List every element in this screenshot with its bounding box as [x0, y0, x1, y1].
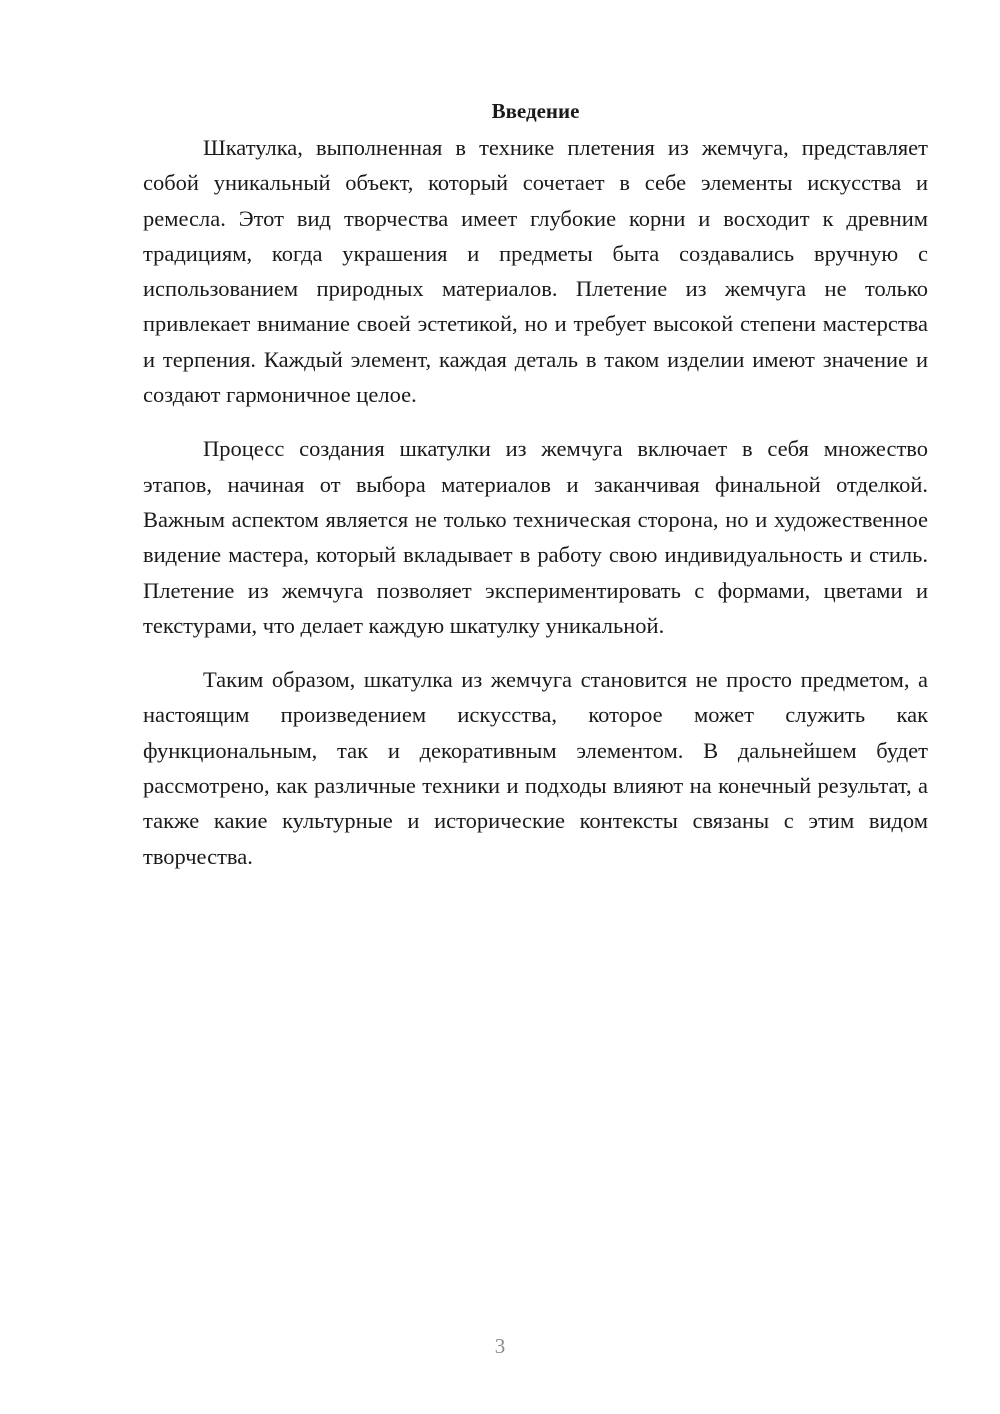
page-content: [143, 96, 928, 893]
paragraph-3: Таким образом, шкатулка из жемчуга становится не просто предметом, а настоящим произведением искусства, которое может служить как функциональным, так и декоративным элементом. В дальнейшем будет рассмотрено, как различные техники и подходы влияют на конечный результат, а также какие культурные и исторические контексты связаны с этим видом творчества.: [143, 667, 928, 869]
paragraph-1: Шкатулка, выполненная в технике плетения из жемчуга, представляет собой уникальный объект, который сочетает в себе элементы искусства и ремесла. Этот вид творчества имеет глубокие корни и восходит к древним традициям, когда украшения и предметы быта создавались вручную с использованием природных материалов. Плетение из жемчуга не только привлекает внимание своей эстетикой, но и требует высокой степени мастерства и терпения. Каждый элемент, каждая деталь в таком изделии имеют значение и создают гармоничное целое.: [143, 135, 928, 408]
paragraph-2: Процесс создания шкатулки из жемчуга включает в себя множество этапов, начиная от выбора материалов и заканчивая финальной отделкой. Важным аспектом является не только техническая сторона, но и художественное видение мастера, который вкладывает в работу свою индивидуальность и стиль. Плетение из жемчуга позволяет экспериментировать с формами, цветами и текстурами, что делает каждую шкатулку уникальной.: [143, 436, 928, 638]
page-number: 3: [494, 1334, 506, 1358]
section-title: Введение: [491, 99, 580, 123]
